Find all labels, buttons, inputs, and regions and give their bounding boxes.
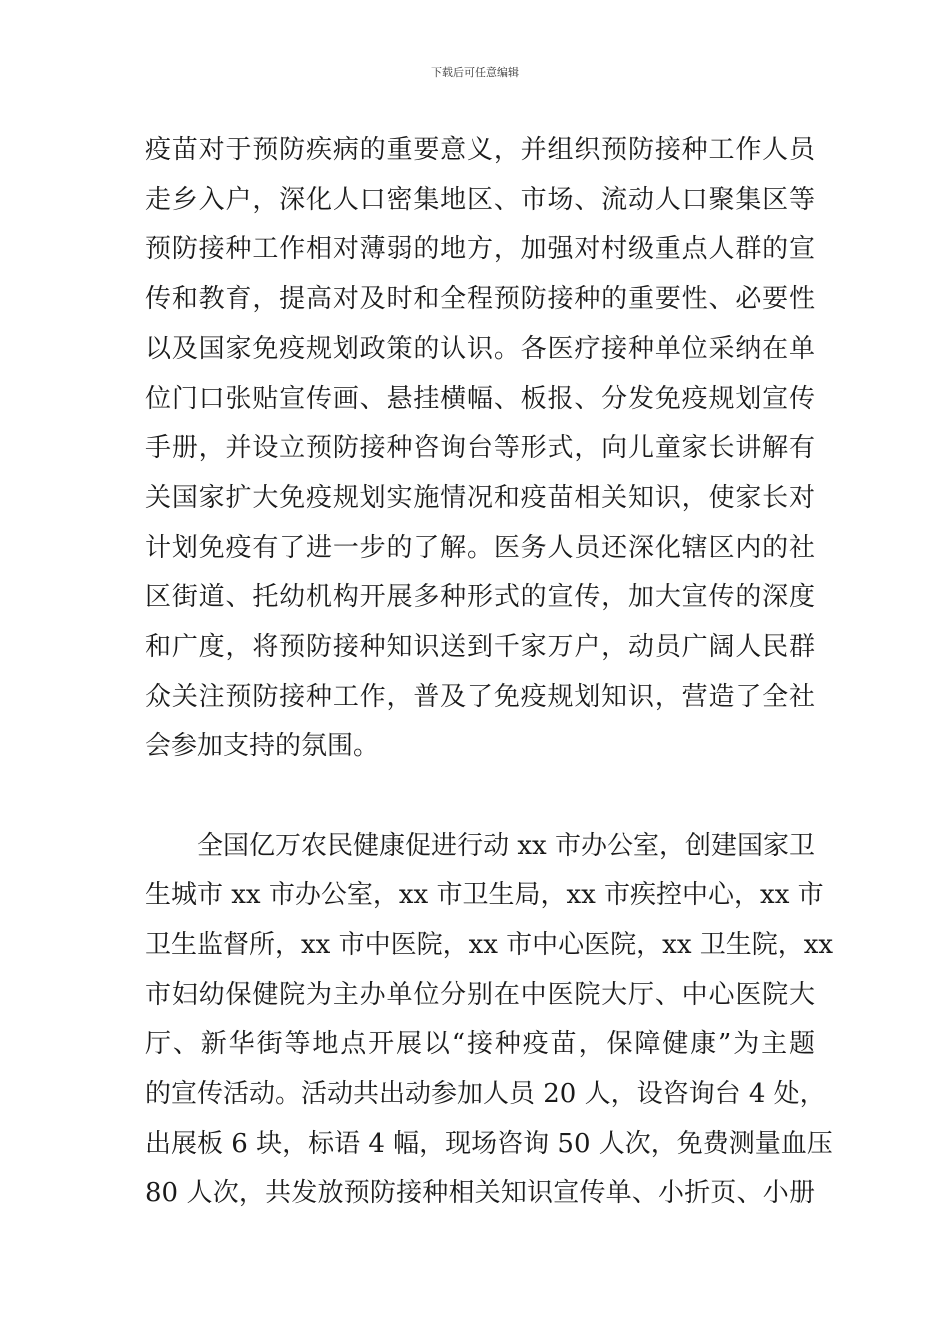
text-line: 传和教育，提高对及时和全程预防接种的重要性、必要性 xyxy=(145,284,815,314)
text-line: 市妇幼保健院为主办单位分别在中医院大厅、中心医院大 xyxy=(145,980,815,1010)
text-line: 区街道、托幼机构开展多种形式的宣传，加大宣传的深度 xyxy=(145,582,815,612)
text-line: 全国亿万农民健康促进行动 xx 市办公室，创建国家卫 xyxy=(145,831,815,861)
text-line: 生城市 xx 市办公室，xx 市卫生局，xx 市疾控中心，xx 市 xyxy=(145,880,824,910)
text-line: 和广度，将预防接种知识送到千家万户，动员广阔人民群 xyxy=(145,632,815,662)
text-line: 疫苗对于预防疾病的重要意义，并组织预防接种工作人员 xyxy=(145,135,815,165)
text-line: 会参加支持的氛围。 xyxy=(145,731,380,761)
text-line: 预防接种工作相对薄弱的地方，加强对村级重点人群的宣 xyxy=(145,234,815,264)
text-line: 关国家扩大免疫规划实施情况和疫苗相关知识，使家长对 xyxy=(145,483,815,513)
text-line: 众关注预防接种工作，普及了免疫规划知识，营造了全社 xyxy=(145,682,815,712)
text-line: 手册，并设立预防接种咨询台等形式，向儿童家长讲解有 xyxy=(145,433,815,463)
text-line: 厅、新华街等地点开展以“接种疫苗，保障健康”为主题 xyxy=(145,1029,815,1059)
text-line: 位门口张贴宣传画、悬挂横幅、板报、分发免疫规划宣传 xyxy=(145,384,815,414)
text-line: 出展板 6 块，标语 4 幅，现场咨询 50 人次，免费测量血压 xyxy=(145,1129,833,1159)
page-header-note: 下载后可任意编辑 xyxy=(431,66,519,79)
text-line: 计划免疫有了进一步的了解。医务人员还深化辖区内的社 xyxy=(145,533,815,563)
text-line: 以及国家免疫规划政策的认识。各医疗接种单位采纳在单 xyxy=(145,334,815,364)
text-line: 的宣传活动。活动共出动参加人员 20 人，设咨询台 4 处， xyxy=(145,1079,826,1109)
text-line: 80 人次，共发放预防接种相关知识宣传单、小折页、小册 xyxy=(145,1178,815,1208)
text-line: 走乡入户，深化人口密集地区、市场、流动人口聚集区等 xyxy=(145,185,815,215)
text-line: 卫生监督所，xx 市中医院，xx 市中心医院，xx 卫生院，xx xyxy=(145,930,834,960)
